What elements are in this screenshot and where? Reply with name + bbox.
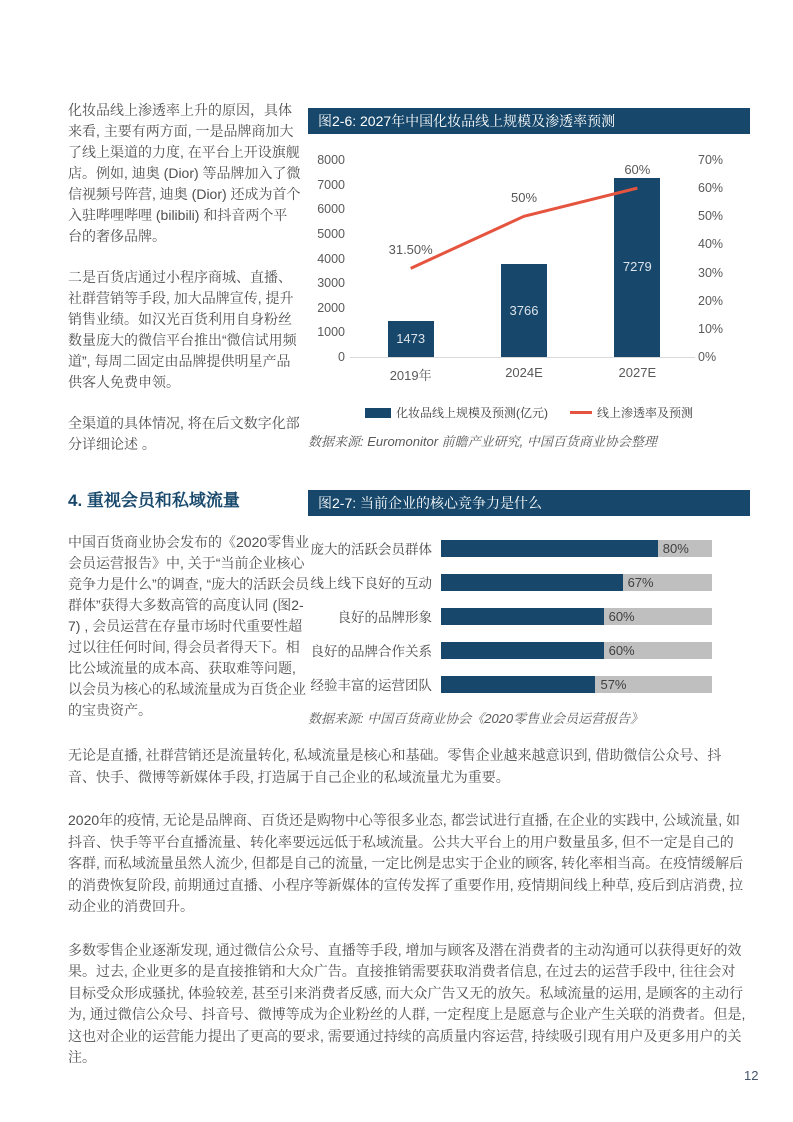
bar-value-label: 60%	[608, 642, 635, 658]
bar-value-label: 7279	[622, 259, 652, 275]
y-axis-right-tick: 10%	[698, 321, 724, 336]
left-column-bottom	[68, 486, 312, 741]
figure-2-7-source: 数据来源: 中国百货商业协会《2020零售业会员运营报告》	[308, 711, 644, 726]
bar-fill	[441, 574, 623, 591]
bar-value-label: 57%	[600, 676, 627, 692]
category-label: 经验丰富的运营团队	[310, 678, 432, 693]
paragraph: 化妆品线上渗透率上升的原因，具体来看, 主要有两方面, 一是品牌商加大了线上渠道的力度, 在平台上开设旗舰店。例如, 迪奥 (Dior) 等品牌加入了微信视频号阵营, 迪奥 (Dior) 还成为首个入驻哔哩哔哩 (bilibili) 和抖音两个平台的奢侈品牌。	[68, 102, 301, 244]
y-axis-right-tick: 60%	[698, 181, 724, 196]
y-axis-left-tick: 8000	[317, 153, 345, 167]
figure-2-6	[308, 108, 750, 450]
bar-track	[441, 608, 712, 625]
legend-line-swatch	[570, 411, 592, 414]
x-axis-category-label: 2019年	[389, 368, 432, 383]
y-axis-left-tick: 6000	[317, 202, 345, 217]
figure-2-6-chart	[308, 134, 750, 396]
figure-2-7-title: 图2-7: 当前企业的核心竞争力是什么	[308, 490, 750, 516]
y-axis-right-tick: 0%	[698, 350, 717, 364]
bar-fill	[441, 540, 658, 557]
category-label: 良好的品牌形象	[337, 610, 432, 625]
figure-2-6-title: 图2-6: 2027年中国化妆品线上规模及渗透率预测	[308, 108, 750, 134]
section-4-heading: 4. 重视会员和私域流量	[68, 491, 240, 510]
line-point-label: 31.50%	[388, 242, 433, 258]
bar-track	[441, 574, 712, 591]
competency-row	[308, 606, 750, 626]
y-axis-left-tick: 0	[338, 350, 345, 364]
bar-track	[441, 676, 712, 693]
y-axis-left-tick: 5000	[317, 226, 345, 241]
y-axis-right-tick: 40%	[698, 237, 724, 252]
category-label: 线上线下良好的互动	[310, 576, 432, 591]
page-number: 12	[744, 1068, 759, 1083]
paragraph: 中国百货商业协会发布的《2020零售业会员运营报告》中, 关于“当前企业核心竞争力是什么”的调查, “庞大的活跃会员群体”获得大多数高管的高度认同 (图2-7) , 会员运营在存量市场时代重要性超过以往任何时间, 得会员者得天下。相比公域流量的成本高、获取难等问题, 以会员为核心的私域流量成为百货企业的宝贵资产。	[68, 534, 310, 718]
y-axis-right-tick: 70%	[698, 153, 724, 167]
y-axis-left-tick: 2000	[317, 300, 345, 315]
competency-row	[308, 572, 750, 592]
body-text	[68, 745, 746, 1091]
category-label: 良好的品牌合作关系	[310, 644, 432, 659]
bar-track	[441, 642, 712, 659]
line-point-label: 50%	[510, 190, 538, 206]
bar-value-label: 80%	[662, 540, 689, 556]
y-axis-left-tick: 3000	[317, 276, 345, 291]
y-axis-left-tick: 4000	[317, 251, 345, 266]
legend-item	[548, 404, 693, 421]
bar-value-label: 67%	[627, 574, 654, 590]
competency-row	[308, 674, 750, 694]
paragraph: 无论是直播, 社群营销还是流量转化, 私域流量是核心和基础。零售企业越来越意识到, 借助微信公众号、抖音、快手、微博等新媒体手段, 打造属于自己企业的私域流量尤为重要。	[68, 747, 722, 785]
paragraph: 全渠道的具体情况, 将在后文数字化部分详细论述 。	[68, 415, 300, 452]
figure-2-6-source: 数据来源: Euromonitor 前瞻产业研究, 中国百货商业协会整理	[308, 434, 657, 449]
legend-item	[365, 404, 548, 421]
y-axis-right-tick: 50%	[698, 209, 724, 224]
paragraph: 二是百货店通过小程序商城、直播、社群营销等手段, 加大品牌宣传, 提升销售业绩。如汉光百货利用自身粉丝数量庞大的微信平台推出“微信试用频道”, 每周二固定由品牌提供明星产品供客人免费申领。	[68, 269, 297, 390]
y-axis-left-tick: 7000	[317, 177, 345, 192]
x-axis-category-label: 2024E	[505, 365, 543, 380]
x-axis-category-label: 2027E	[618, 365, 657, 380]
y-axis-right-tick: 20%	[698, 293, 724, 308]
figure-2-7	[308, 490, 750, 727]
bar-value-label: 60%	[608, 608, 635, 624]
legend-bar-swatch	[365, 408, 391, 418]
y-axis-right-tick: 30%	[698, 265, 724, 280]
bar-value-label: 3766	[509, 302, 539, 318]
category-label: 庞大的活跃会员群体	[310, 542, 432, 557]
competency-row	[308, 640, 750, 660]
bar-fill	[441, 608, 604, 625]
y-axis-left-tick: 1000	[317, 325, 345, 340]
x-axis-line	[350, 357, 695, 358]
legend-label: 线上渗透率及预测	[596, 406, 693, 420]
figure-2-7-chart	[308, 538, 750, 694]
competency-row	[308, 538, 750, 558]
bar-fill	[441, 676, 595, 693]
bar-value-label: 1473	[396, 330, 426, 346]
left-column-top	[68, 100, 301, 475]
line-point-label: 60%	[624, 162, 651, 178]
bar-track	[441, 540, 712, 557]
bar-fill	[441, 642, 604, 659]
legend-label: 化妆品线上规模及预测(亿元)	[395, 406, 548, 420]
paragraph: 2020年的疫情, 无论是品牌商、百货还是购物中心等很多业态, 都尝试进行直播, 在企业的实践中, 公域流量, 如抖音、快手等平台直播流量、转化率要远远低于私域流量。公共大平台上的用户数量虽多, 但不一定是自己的客群, 而私域流量虽然人流少, 但都是自己的流量, 一定比例是忠实于企业的顾客, 转化率相当高。在疫情缓解后的消费恢复阶段, 前期通过直播、小程序等新媒体的宣传发挥了重要作用, 疫情期间线上种草, 疫后到店消费, 拉动企业的消费回升。	[68, 812, 744, 914]
figure-2-6-legend	[308, 404, 750, 421]
paragraph: 多数零售企业逐渐发现, 通过微信公众号、直播等手段, 增加与顾客及潜在消费者的主动沟通可以获得更好的效果。过去, 企业更多的是直接推销和大众广告。直接推销需要获取消费者信息, 在过去的运营手段中, 往往会对目标受众形成骚扰, 体验较差, 甚至引来消费者反感, 而大众广告又无的放矢。私域流量的运用, 是顾客的主动行为, 通过微信公众号、抖音号、微博等成为企业粉丝的人群, 一定程度上是愿意与企业产生关联的消费者。但是, 这也对企业的运营能力提出了更高的要求, 需要通过持续的高质量内容运营, 持续吸引现有用户及更多用户的关注。	[68, 941, 746, 1065]
